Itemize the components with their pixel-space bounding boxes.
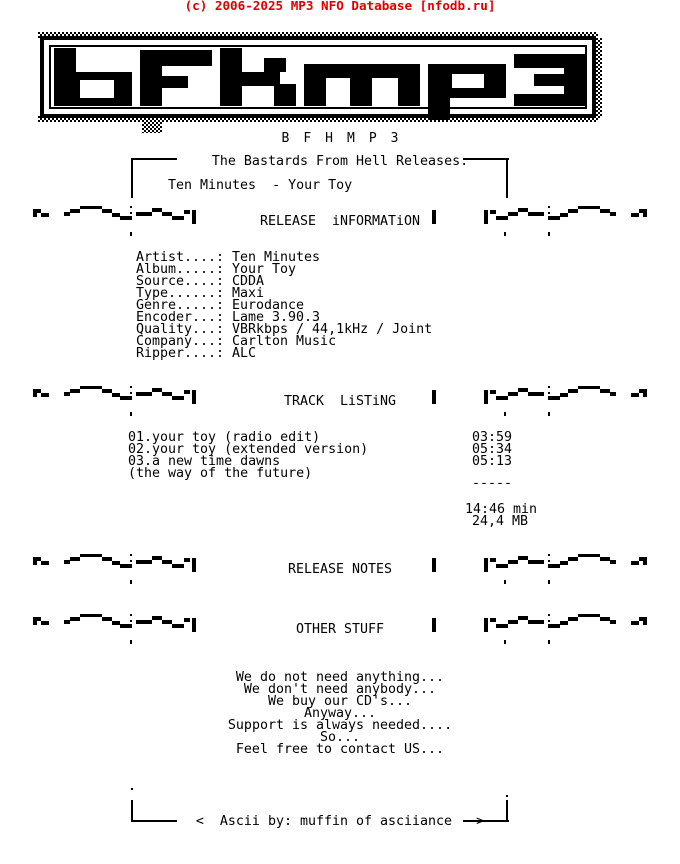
info-value: Maxi [232, 286, 265, 301]
logo-art [38, 28, 603, 133]
info-key: Quality...: [136, 322, 225, 337]
total-duration: 14:46 min [465, 502, 538, 517]
track-title: 03.a new time dawns [128, 454, 281, 469]
info-value: Your Toy [232, 262, 297, 277]
info-value: Carlton Music [232, 334, 337, 349]
info-key: Source....: [136, 274, 225, 289]
track-title: (the way of the future) [128, 466, 313, 481]
section-release-notes: RELEASE NOTES [287, 562, 393, 577]
totals-separator: ----- [472, 476, 513, 491]
other-line: So... [319, 730, 361, 745]
frame-dot [131, 788, 133, 790]
info-value: VBRkbps / 44,1kHz / Joint [232, 322, 433, 337]
track-title: 01.your toy (radio edit) [128, 430, 321, 445]
site-header: (c) 2006-2025 MP3 NFO Database [nfodb.ru] [184, 0, 496, 13]
section-track-listing: TRACK LiSTiNG [283, 394, 397, 409]
info-value: ALC [232, 346, 257, 361]
other-line: Feel free to contact US... [235, 742, 445, 757]
info-key: Genre.....: [136, 298, 225, 313]
total-size: 24,4 MB [472, 514, 529, 529]
info-key: Encoder...: [136, 310, 225, 325]
info-key: Company...: [136, 334, 225, 349]
track-title: 02.your toy (extended version) [128, 442, 369, 457]
other-line: Support is always needed.... [227, 718, 453, 733]
info-value: Eurodance [232, 298, 305, 313]
track-time: 05:13 [472, 454, 513, 469]
track-time: 05:34 [472, 442, 513, 457]
other-line: Anyway... [303, 706, 377, 721]
other-line: We don't need anybody... [243, 682, 437, 697]
frame-dot [506, 795, 508, 797]
logo-subtitle: BFHMP3 [281, 131, 413, 146]
group-line: The Bastards From Hell Releases: [211, 154, 469, 169]
info-key: Ripper....: [136, 346, 225, 361]
track-time: 03:59 [472, 430, 513, 445]
section-other-stuff: OTHER STUFF [295, 622, 385, 637]
release-title: Ten Minutes - Your Toy [168, 178, 353, 193]
info-value: Lame 3.90.3 [232, 310, 321, 325]
section-release-information: RELEASE iNFORMATiON [259, 214, 421, 229]
info-value: Ten Minutes [232, 250, 321, 265]
other-line: We buy our CD's... [267, 694, 413, 709]
ascii-credit: < Ascii by: muffin of asciiance > [195, 814, 485, 829]
info-key: Type......: [136, 286, 225, 301]
other-line: We do not need anything... [235, 670, 445, 685]
info-key: Album.....: [136, 262, 225, 277]
bfhmp3-logo [38, 28, 603, 137]
info-key: Artist....: [136, 250, 225, 265]
info-value: CDDA [232, 274, 265, 289]
